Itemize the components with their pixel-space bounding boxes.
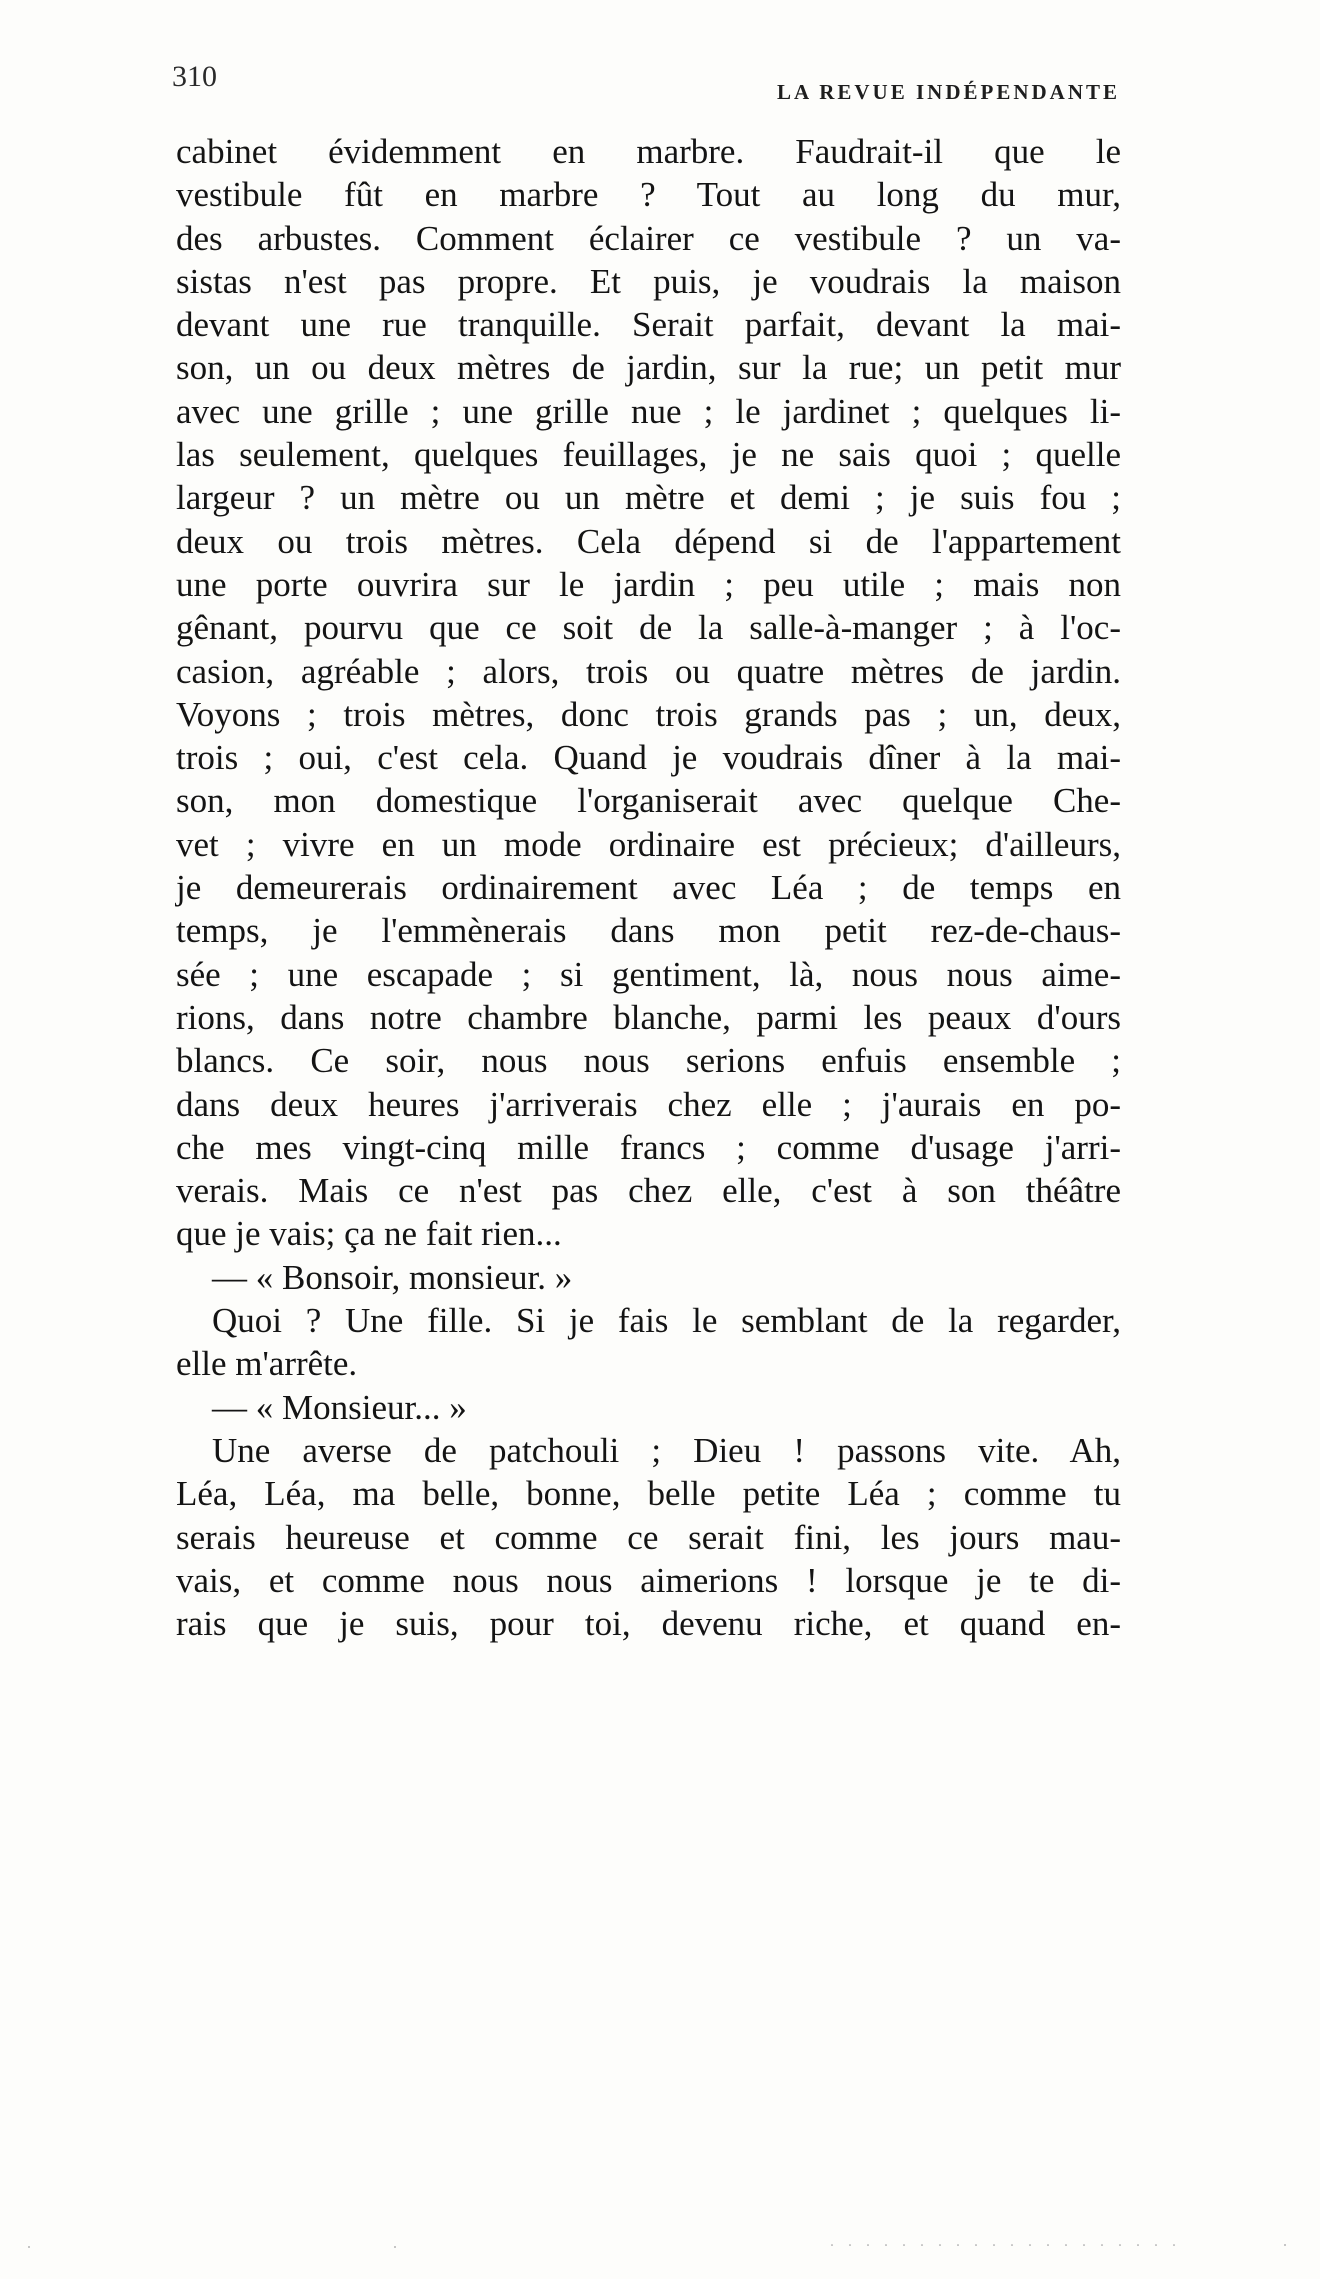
text-line: Voyons ; trois mètres, donc trois grands pas ; un, deux, <box>176 694 1121 734</box>
scan-specks: . . . . . . . . . . . . . . . . . . . . <box>830 2233 1181 2250</box>
text-line: une porte ouvrira sur le jardin ; peu utile ; mais non <box>176 564 1121 604</box>
text-line: des arbustes. Comment éclairer ce vestibule ? un va- <box>176 218 1121 258</box>
text-line: largeur ? un mètre ou un mètre et demi ; je suis fou ; <box>176 478 1121 518</box>
text-line: son, un ou deux mètres de jardin, sur la rue; un petit mur <box>176 348 1121 388</box>
page-number: 310 <box>172 60 217 93</box>
text-line: devant une rue tranquille. Serait parfait, devant la mai- <box>176 305 1121 345</box>
text-line: vet ; vivre en un mode ordinaire est précieux; d'ailleurs, <box>176 824 1121 864</box>
text-line: sée ; une escapade ; si gentiment, là, nous nous aime- <box>176 954 1121 994</box>
text-line: verais. Mais ce n'est pas chez elle, c'est à son théâtre <box>176 1171 1121 1211</box>
text-line: avec une grille ; une grille nue ; le jardinet ; quelques li- <box>176 391 1121 431</box>
text-line: vestibule fût en marbre ? Tout au long du mur, <box>176 175 1121 215</box>
text-line: trois ; oui, c'est cela. Quand je voudrais dîner à la mai- <box>176 738 1121 778</box>
text-line: temps, je l'emmènerais dans mon petit rez-de-chaus- <box>176 911 1121 951</box>
text-line: sistas n'est pas propre. Et puis, je voudrais la maison <box>176 261 1121 301</box>
dialogue-line: — « Bonsoir, monsieur. » <box>212 1257 573 1297</box>
text-line: Léa, Léa, ma belle, bonne, belle petite Léa ; comme tu <box>176 1474 1121 1514</box>
scan-speck <box>394 2246 396 2248</box>
text-line: son, mon domestique l'organiserait avec quelque Che- <box>176 781 1121 821</box>
text-line: elle m'arrête. <box>176 1344 358 1384</box>
dialogue-line: — « Monsieur... » <box>212 1387 467 1427</box>
text-line: Une averse de patchouli ; Dieu ! passons vite. Ah, <box>212 1430 1121 1470</box>
text-line: che mes vingt-cinq mille francs ; comme d'usage j'arri- <box>176 1127 1121 1167</box>
text-line: rions, dans notre chambre blanche, parmi les peaux d'ours <box>176 997 1121 1037</box>
text-line: cabinet évidemment en marbre. Faudrait-il que le <box>176 132 1121 171</box>
text-line: casion, agréable ; alors, trois ou quatre mètres de jardin. <box>176 651 1121 691</box>
scan-speck <box>28 2246 30 2248</box>
text-line: vais, et comme nous nous aimerions ! lorsque je te di- <box>176 1560 1121 1600</box>
text-line: blancs. Ce soir, nous nous serions enfuis ensemble ; <box>176 1041 1121 1081</box>
text-line: dans deux heures j'arriverais chez elle ; j'aurais en po- <box>176 1084 1121 1124</box>
text-line: deux ou trois mètres. Cela dépend si de l'appartement <box>176 521 1121 561</box>
text-line: gênant, pourvu que ce soit de la salle-à-manger ; à l'oc- <box>176 608 1121 648</box>
running-head: LA REVUE INDÉPENDANTE <box>776 80 1120 104</box>
text-line: je demeurerais ordinairement avec Léa ; de temps en <box>176 868 1121 908</box>
body-text <box>176 130 1121 1645</box>
text-line: serais heureuse et comme ce serait fini, les jours mau- <box>176 1517 1121 1557</box>
text-line: Quoi ? Une fille. Si je fais le semblant de la regarder, <box>212 1301 1121 1341</box>
scan-speck <box>1284 2244 1286 2246</box>
text-line: las seulement, quelques feuillages, je ne sais quoi ; quelle <box>176 435 1121 475</box>
text-line: rais que je suis, pour toi, devenu riche, et quand en- <box>176 1604 1121 1644</box>
text-line: que je vais; ça ne fait rien... <box>176 1214 562 1254</box>
